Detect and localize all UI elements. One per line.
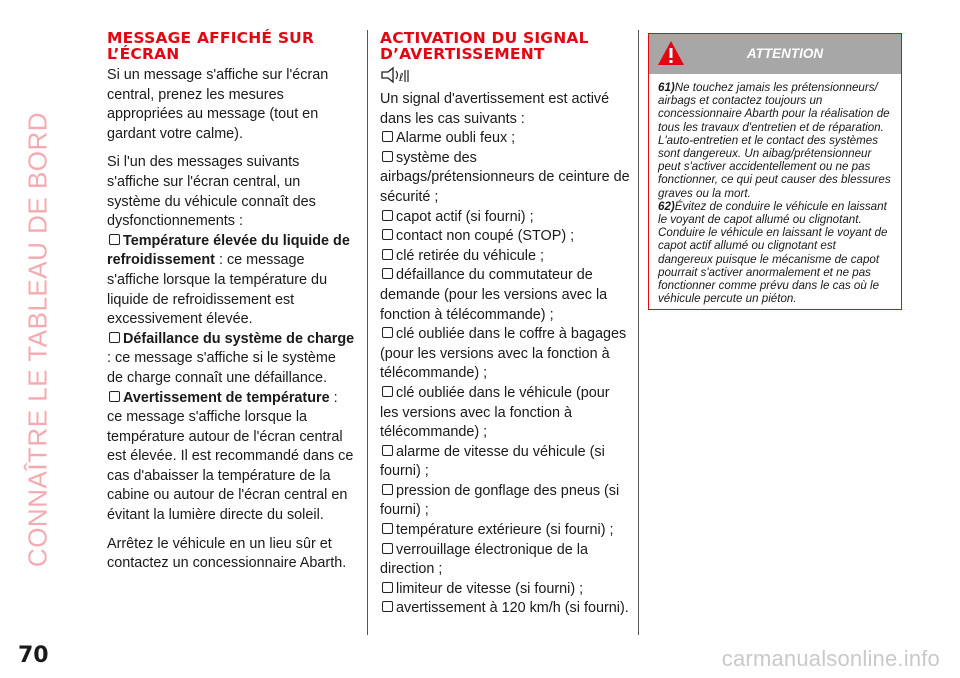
attention-section <box>648 33 902 310</box>
column-divider <box>367 30 368 635</box>
bullet-icon <box>109 234 120 245</box>
warning-beep-icon <box>380 66 630 88</box>
item-label: Température élevée du liquide de refroidissement <box>107 232 350 269</box>
bullet-icon <box>382 268 393 279</box>
list-item <box>380 482 630 521</box>
message-section <box>107 30 355 583</box>
item-text: avertissement à 120 km/h (si fourni). <box>396 600 629 617</box>
bullet-icon <box>382 249 393 260</box>
paragraph: Si l'un des messages suivants s'affiche sur l'écran central, un système du véhicule connaît des dysfonctionnements : <box>107 154 316 230</box>
column-divider <box>638 30 639 635</box>
list-item <box>380 443 630 482</box>
attention-header <box>649 34 901 74</box>
warning-note <box>649 200 901 306</box>
list-item <box>380 325 630 384</box>
item-text: capot actif (si fourni) ; <box>396 208 534 225</box>
list-item <box>380 384 630 443</box>
bullet-icon <box>109 332 120 343</box>
bullet-icon <box>382 131 393 142</box>
bullet-icon <box>382 151 393 162</box>
list-item <box>380 208 630 228</box>
paragraph: Arrêtez le véhicule en un lieu sûr et contactez un concessionnaire Abarth. <box>107 535 347 572</box>
item-text: : ce message s'affiche lorsque la température du liquide de refroidissement est excessivement élevée. <box>107 252 328 328</box>
item-text: système des airbags/prétensionneurs de ceinture de sécurité ; <box>380 149 630 205</box>
list-item <box>107 389 355 526</box>
list-item <box>380 129 630 149</box>
item-label: Défaillance du système de charge <box>123 330 355 347</box>
paragraph: Si un message s'affiche sur l'écran central, prenez les mesures appropriées au message (tout en gardant votre calme). <box>107 67 329 142</box>
note-text: Ne touchez jamais les prétensionneurs/ airbags et contactez toujours un concessionnaire Abarth pour la réalisation de tous les travaux d'entretien et de réparation. L'auto-entretien et le contact des systèmes sont dangereux. Un aibag/prétensionneur peut s'activer accidentellement ou ne pas fonctionner, ce qui peut causer des blessures graves ou la mort. <box>658 81 891 200</box>
list-item <box>380 149 630 208</box>
item-text: clé oubliée dans le coffre à bagages (pour les versions avec la fonction à télécommande) ; <box>380 326 627 382</box>
item-text: défaillance du commutateur de demande (pour les versions avec la fonction à télécommande) ; <box>380 267 608 323</box>
list-item <box>380 521 630 541</box>
note-number: 62) <box>658 199 675 213</box>
item-text: alarme de vitesse du véhicule (si fourni) ; <box>380 443 605 480</box>
bullet-icon <box>382 601 393 612</box>
warning-note <box>649 74 901 200</box>
list-item <box>380 580 630 600</box>
bullet-icon <box>382 543 393 554</box>
item-text: verrouillage électronique de la direction ; <box>380 541 588 578</box>
item-text: température extérieure (si fourni) ; <box>396 522 614 539</box>
bullet-icon <box>382 523 393 534</box>
bullet-icon <box>109 391 120 402</box>
bullet-icon <box>382 327 393 338</box>
bullet-icon <box>382 484 393 495</box>
side-section-title: CONNAÎTRE LE TABLEAU DE BORD <box>22 111 53 568</box>
bullet-icon <box>382 229 393 240</box>
paragraph: Un signal d'avertissement est activé dans les cas suivants : <box>380 91 610 127</box>
warning-signal-section <box>380 30 630 619</box>
item-text: Alarme oubli feux ; <box>396 130 516 147</box>
section-heading: ACTIVATION DU SIGNAL D’AVERTISSEMENT <box>380 29 589 63</box>
list-item <box>107 232 355 330</box>
section-heading: MESSAGE AFFICHÉ SUR L’ÉCRAN <box>107 29 315 63</box>
bullet-icon <box>382 582 393 593</box>
svg-text:ℓ: ℓ <box>399 71 404 84</box>
item-text: limiteur de vitesse (si fourni) ; <box>396 580 584 597</box>
item-text: clé oubliée dans le véhicule (pour les versions avec la fonction à télécommande) ; <box>380 384 610 441</box>
page-number: 70 <box>18 643 49 668</box>
attention-box <box>648 33 902 310</box>
note-number: 61) <box>658 81 675 94</box>
list-item <box>380 599 630 619</box>
list-item <box>107 330 355 389</box>
item-label: Avertissement de température <box>123 389 330 406</box>
bullet-icon <box>382 210 393 221</box>
bullet-icon <box>382 445 393 456</box>
bullet-icon <box>382 386 393 397</box>
note-text: Évitez de conduire le véhicule en laissant le voyant de capot allumé ou clignotant. Conduire le véhicule en laissant le voyant de capot actif allumé ou clignotant est dangereux puisque le mécanisme de capot pourrait s'activer anormalement et ne pas fonctionner comme prévu dans le cas où le véhicule percute un piéton. <box>658 199 888 306</box>
item-text: clé retirée du véhicule ; <box>396 247 544 264</box>
item-text: contact non coupé (STOP) ; <box>396 228 575 245</box>
watermark: carmanualsonline.info <box>721 646 940 671</box>
list-item <box>380 541 630 580</box>
list-item <box>380 227 630 247</box>
item-text: pression de gonflage des pneus (si fourni) ; <box>380 482 620 519</box>
attention-title: ATTENTION <box>746 46 824 61</box>
item-text: : ce message s'affiche si le système de charge connaît une défaillance. <box>107 350 336 386</box>
list-item <box>380 247 630 267</box>
list-item <box>380 266 630 325</box>
item-text: : ce message s'affiche lorsque la température autour de l'écran central est élevée. Il est recommandé dans ce cas d'abaisser la température de la cabine ou autour de l'écran central en évitant la lumière directe du soleil. <box>107 389 354 524</box>
